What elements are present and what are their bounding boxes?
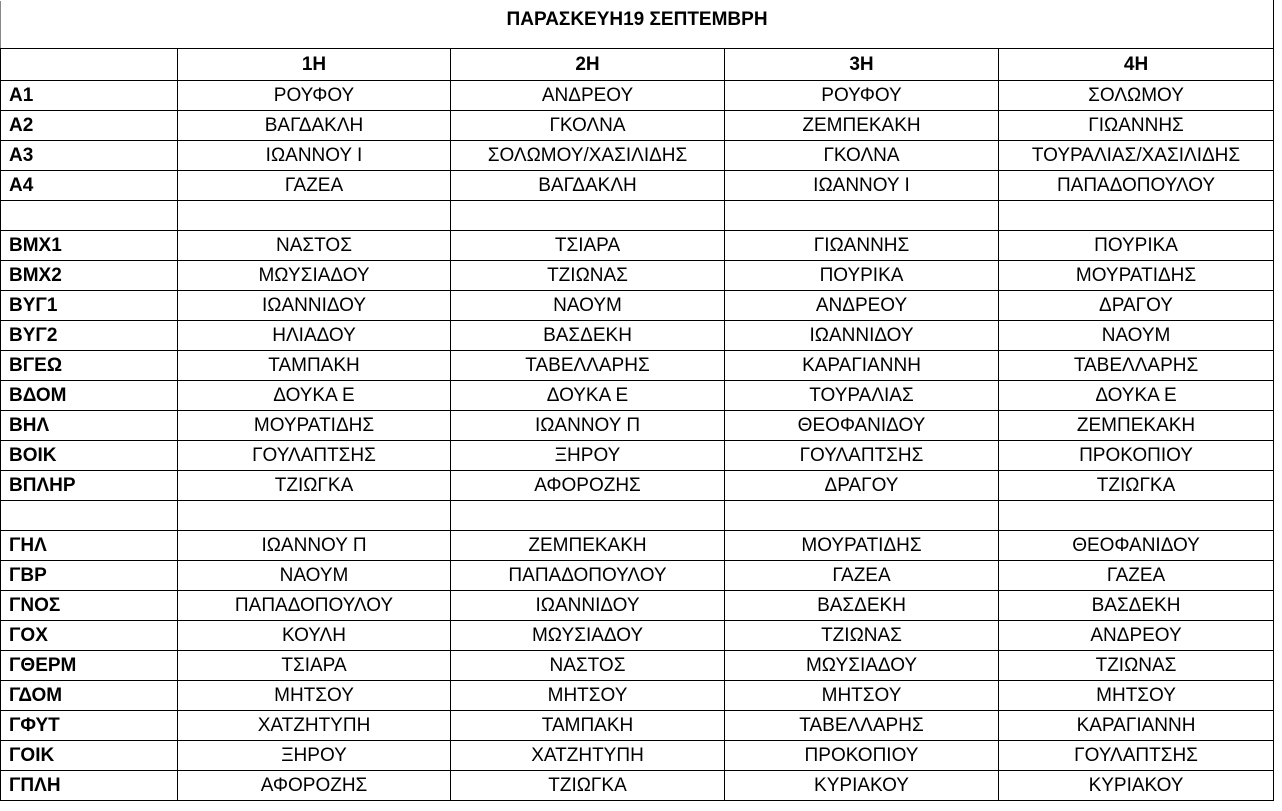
class-name-cell: Α4 bbox=[1, 171, 178, 201]
class-name-cell: ΒΠΛΗΡ bbox=[1, 471, 178, 501]
class-name-cell: ΒΔΟΜ bbox=[1, 381, 178, 411]
teacher-cell: ΓΙΩΑΝΝΗΣ bbox=[999, 111, 1274, 141]
teacher-cell: ΑΦΟΡΟΖΗΣ bbox=[451, 471, 725, 501]
class-name-cell: ΒΥΓ1 bbox=[1, 291, 178, 321]
teacher-cell: ΜΗΤΣΟΥ bbox=[999, 681, 1274, 711]
teacher-cell: ΠΑΠΑΔΟΠΟΥΛΟΥ bbox=[178, 591, 451, 621]
teacher-cell bbox=[725, 501, 999, 531]
teacher-cell: ΝΑΟΥΜ bbox=[999, 321, 1274, 351]
table-row bbox=[1, 651, 1274, 681]
teacher-cell: ΜΩΥΣΙΑΔΟΥ bbox=[178, 261, 451, 291]
teacher-cell: ΝΑΟΥΜ bbox=[178, 561, 451, 591]
class-name-cell bbox=[1, 201, 178, 231]
teacher-cell bbox=[178, 201, 451, 231]
teacher-cell: ΒΑΣΔΕΚΗ bbox=[451, 321, 725, 351]
teacher-cell: ΜΟΥΡΑΤΙΔΗΣ bbox=[999, 261, 1274, 291]
teacher-cell: ΠΡΟΚΟΠΙΟΥ bbox=[999, 441, 1274, 471]
teacher-cell bbox=[725, 201, 999, 231]
teacher-cell: ΔΟΥΚΑ Ε bbox=[178, 381, 451, 411]
title-row bbox=[1, 1, 1274, 49]
class-name-cell: ΓΘΕΡΜ bbox=[1, 651, 178, 681]
table-row bbox=[1, 321, 1274, 351]
teacher-cell: ΝΑΣΤΟΣ bbox=[451, 651, 725, 681]
teacher-cell: ΤΑΜΠΑΚΗ bbox=[451, 711, 725, 741]
teacher-cell: ΤΣΙΑΡΑ bbox=[451, 231, 725, 261]
header-cell-class bbox=[1, 49, 178, 81]
teacher-cell: ΝΑΟΥΜ bbox=[451, 291, 725, 321]
teacher-cell: ΒΑΓΔΑΚΛΗ bbox=[178, 111, 451, 141]
table-row bbox=[1, 741, 1274, 771]
class-name-cell: ΓΟΙΚ bbox=[1, 741, 178, 771]
teacher-cell: ΙΩΑΝΝΟΥ Π bbox=[451, 411, 725, 441]
teacher-cell: ΤΟΥΡΑΛΙΑΣ bbox=[725, 381, 999, 411]
class-name-cell: Α2 bbox=[1, 111, 178, 141]
teacher-cell: ΜΩΥΣΙΑΔΟΥ bbox=[451, 621, 725, 651]
teacher-cell: ΙΩΑΝΝΟΥ Ι bbox=[178, 141, 451, 171]
class-name-cell: ΓΟΧ bbox=[1, 621, 178, 651]
class-name-cell: ΒΜΧ2 bbox=[1, 261, 178, 291]
teacher-cell: ΓΙΩΑΝΝΗΣ bbox=[725, 231, 999, 261]
teacher-cell: ΔΟΥΚΑ Ε bbox=[451, 381, 725, 411]
teacher-cell: ΤΑΜΠΑΚΗ bbox=[178, 351, 451, 381]
table-row bbox=[1, 81, 1274, 111]
teacher-cell: ΓΚΟΛΝΑ bbox=[725, 141, 999, 171]
teacher-cell: ΑΝΔΡΕΟΥ bbox=[999, 621, 1274, 651]
teacher-cell: ΜΟΥΡΑΤΙΔΗΣ bbox=[178, 411, 451, 441]
teacher-cell: ΤΖΙΩΝΑΣ bbox=[451, 261, 725, 291]
teacher-cell: ΒΑΣΔΕΚΗ bbox=[999, 591, 1274, 621]
teacher-cell: ΝΑΣΤΟΣ bbox=[178, 231, 451, 261]
teacher-cell: ΤΖΙΩΝΑΣ bbox=[725, 621, 999, 651]
teacher-cell: ΧΑΤΖΗΤΥΠΗ bbox=[178, 711, 451, 741]
teacher-cell: ΙΩΑΝΝΙΔΟΥ bbox=[178, 291, 451, 321]
teacher-cell: ΤΖΙΩΝΑΣ bbox=[999, 651, 1274, 681]
class-name-cell: ΓΠΛΗ bbox=[1, 771, 178, 801]
teacher-cell: ΤΑΒΕΛΛΑΡΗΣ bbox=[725, 711, 999, 741]
table-row bbox=[1, 351, 1274, 381]
table-row bbox=[1, 771, 1274, 801]
table-row bbox=[1, 621, 1274, 651]
teacher-cell: ΖΕΜΠΕΚΑΚΗ bbox=[451, 531, 725, 561]
table-row bbox=[1, 411, 1274, 441]
class-name-cell: Α1 bbox=[1, 81, 178, 111]
header-cell-period-3: 3Η bbox=[725, 49, 999, 81]
class-name-cell: ΒΗΛ bbox=[1, 411, 178, 441]
teacher-cell bbox=[178, 501, 451, 531]
teacher-cell bbox=[451, 501, 725, 531]
table-row bbox=[1, 531, 1274, 561]
teacher-cell: ΠΑΠΑΔΟΠΟΥΛΟΥ bbox=[999, 171, 1274, 201]
teacher-cell: ΣΟΛΩΜΟΥ/ΧΑΣΙΛΙΔΗΣ bbox=[451, 141, 725, 171]
teacher-cell: ΜΗΤΣΟΥ bbox=[178, 681, 451, 711]
teacher-cell: ΓΟΥΛΑΠΤΣΗΣ bbox=[999, 741, 1274, 771]
teacher-cell: ΒΑΣΔΕΚΗ bbox=[725, 591, 999, 621]
table-row bbox=[1, 561, 1274, 591]
teacher-cell: ΤΣΙΑΡΑ bbox=[178, 651, 451, 681]
table-row bbox=[1, 291, 1274, 321]
teacher-cell: ΑΦΟΡΟΖΗΣ bbox=[178, 771, 451, 801]
teacher-cell: ΧΑΤΖΗΤΥΠΗ bbox=[451, 741, 725, 771]
teacher-cell: ΡΟΥΦΟΥ bbox=[178, 81, 451, 111]
teacher-cell: ΓΑΖΕΑ bbox=[999, 561, 1274, 591]
table-row bbox=[1, 261, 1274, 291]
class-name-cell bbox=[1, 501, 178, 531]
teacher-cell: ΤΑΒΕΛΛΑΡΗΣ bbox=[999, 351, 1274, 381]
schedule-body bbox=[1, 1, 1274, 801]
header-cell-period-2: 2Η bbox=[451, 49, 725, 81]
teacher-cell: ΠΑΠΑΔΟΠΟΥΛΟΥ bbox=[451, 561, 725, 591]
table-row bbox=[1, 171, 1274, 201]
teacher-cell: ΔΡΑΓΟΥ bbox=[725, 471, 999, 501]
teacher-cell: ΑΝΔΡΕΟΥ bbox=[451, 81, 725, 111]
header-cell-period-4: 4Η bbox=[999, 49, 1274, 81]
teacher-cell: ΚΟΥΛΗ bbox=[178, 621, 451, 651]
teacher-cell: ΙΩΑΝΝΟΥ Π bbox=[178, 531, 451, 561]
class-name-cell: Α3 bbox=[1, 141, 178, 171]
teacher-cell: ΖΕΜΠΕΚΑΚΗ bbox=[725, 111, 999, 141]
teacher-cell: ΙΩΑΝΝΟΥ Ι bbox=[725, 171, 999, 201]
teacher-cell: ΜΗΤΣΟΥ bbox=[451, 681, 725, 711]
table-row bbox=[1, 711, 1274, 741]
table-row bbox=[1, 441, 1274, 471]
table-row bbox=[1, 231, 1274, 261]
teacher-cell: ΗΛΙΑΔΟΥ bbox=[178, 321, 451, 351]
teacher-cell bbox=[999, 201, 1274, 231]
class-name-cell: ΒΥΓ2 bbox=[1, 321, 178, 351]
teacher-cell: ΔΟΥΚΑ Ε bbox=[999, 381, 1274, 411]
teacher-cell: ΓΚΟΛΝΑ bbox=[451, 111, 725, 141]
teacher-cell bbox=[999, 501, 1274, 531]
teacher-cell: ΞΗΡΟΥ bbox=[178, 741, 451, 771]
teacher-cell: ΠΟΥΡΙΚΑ bbox=[725, 261, 999, 291]
table-row bbox=[1, 111, 1274, 141]
teacher-cell: ΒΑΓΔΑΚΛΗ bbox=[451, 171, 725, 201]
teacher-cell: ΤΟΥΡΑΛΙΑΣ/ΧΑΣΙΛΙΔΗΣ bbox=[999, 141, 1274, 171]
table-row bbox=[1, 681, 1274, 711]
teacher-cell: ΚΑΡΑΓΙΑΝΝΗ bbox=[725, 351, 999, 381]
class-name-cell: ΒΜΧ1 bbox=[1, 231, 178, 261]
teacher-cell: ΚΑΡΑΓΙΑΝΝΗ bbox=[999, 711, 1274, 741]
teacher-cell: ΙΩΑΝΝΙΔΟΥ bbox=[725, 321, 999, 351]
class-name-cell: ΓΦΥΤ bbox=[1, 711, 178, 741]
teacher-cell: ΓΑΖΕΑ bbox=[725, 561, 999, 591]
teacher-cell: ΓΟΥΛΑΠΤΣΗΣ bbox=[178, 441, 451, 471]
table-row bbox=[1, 201, 1274, 231]
table-row bbox=[1, 141, 1274, 171]
table-row bbox=[1, 381, 1274, 411]
class-name-cell: ΓΔΟΜ bbox=[1, 681, 178, 711]
teacher-cell: ΔΡΑΓΟΥ bbox=[999, 291, 1274, 321]
teacher-cell: ΤΖΙΩΓΚΑ bbox=[999, 471, 1274, 501]
teacher-cell: ΤΖΙΩΓΚΑ bbox=[178, 471, 451, 501]
teacher-cell: ΤΑΒΕΛΛΑΡΗΣ bbox=[451, 351, 725, 381]
teacher-cell: ΣΟΛΩΜΟΥ bbox=[999, 81, 1274, 111]
class-name-cell: ΓΗΛ bbox=[1, 531, 178, 561]
table-row bbox=[1, 591, 1274, 621]
class-name-cell: ΓΝΟΣ bbox=[1, 591, 178, 621]
teacher-cell: ΓΟΥΛΑΠΤΣΗΣ bbox=[725, 441, 999, 471]
class-name-cell: ΒΟΙΚ bbox=[1, 441, 178, 471]
header-cell-period-1: 1Η bbox=[178, 49, 451, 81]
teacher-cell: ΠΡΟΚΟΠΙΟΥ bbox=[725, 741, 999, 771]
teacher-cell: ΜΗΤΣΟΥ bbox=[725, 681, 999, 711]
header-row bbox=[1, 49, 1274, 81]
table-row bbox=[1, 501, 1274, 531]
teacher-cell: ΙΩΑΝΝΙΔΟΥ bbox=[451, 591, 725, 621]
teacher-cell: ΚΥΡΙΑΚΟΥ bbox=[999, 771, 1274, 801]
teacher-cell: ΚΥΡΙΑΚΟΥ bbox=[725, 771, 999, 801]
teacher-cell: ΓΑΖΕΑ bbox=[178, 171, 451, 201]
teacher-cell: ΖΕΜΠΕΚΑΚΗ bbox=[999, 411, 1274, 441]
teacher-cell: ΑΝΔΡΕΟΥ bbox=[725, 291, 999, 321]
teacher-cell: ΘΕΟΦΑΝΙΔΟΥ bbox=[725, 411, 999, 441]
table-row bbox=[1, 471, 1274, 501]
teacher-cell: ΜΟΥΡΑΤΙΔΗΣ bbox=[725, 531, 999, 561]
teacher-cell bbox=[451, 201, 725, 231]
teacher-cell: ΘΕΟΦΑΝΙΔΟΥ bbox=[999, 531, 1274, 561]
teacher-cell: ΠΟΥΡΙΚΑ bbox=[999, 231, 1274, 261]
teacher-cell: ΤΖΙΩΓΚΑ bbox=[451, 771, 725, 801]
teacher-cell: ΞΗΡΟΥ bbox=[451, 441, 725, 471]
class-name-cell: ΓΒΡ bbox=[1, 561, 178, 591]
teacher-cell: ΡΟΥΦΟΥ bbox=[725, 81, 999, 111]
teacher-cell: ΜΩΥΣΙΑΔΟΥ bbox=[725, 651, 999, 681]
class-name-cell: ΒΓΕΩ bbox=[1, 351, 178, 381]
page-title: ΠΑΡΑΣΚΕΥΗ19 ΣΕΠΤΕΜΒΡΗ bbox=[1, 1, 1274, 49]
